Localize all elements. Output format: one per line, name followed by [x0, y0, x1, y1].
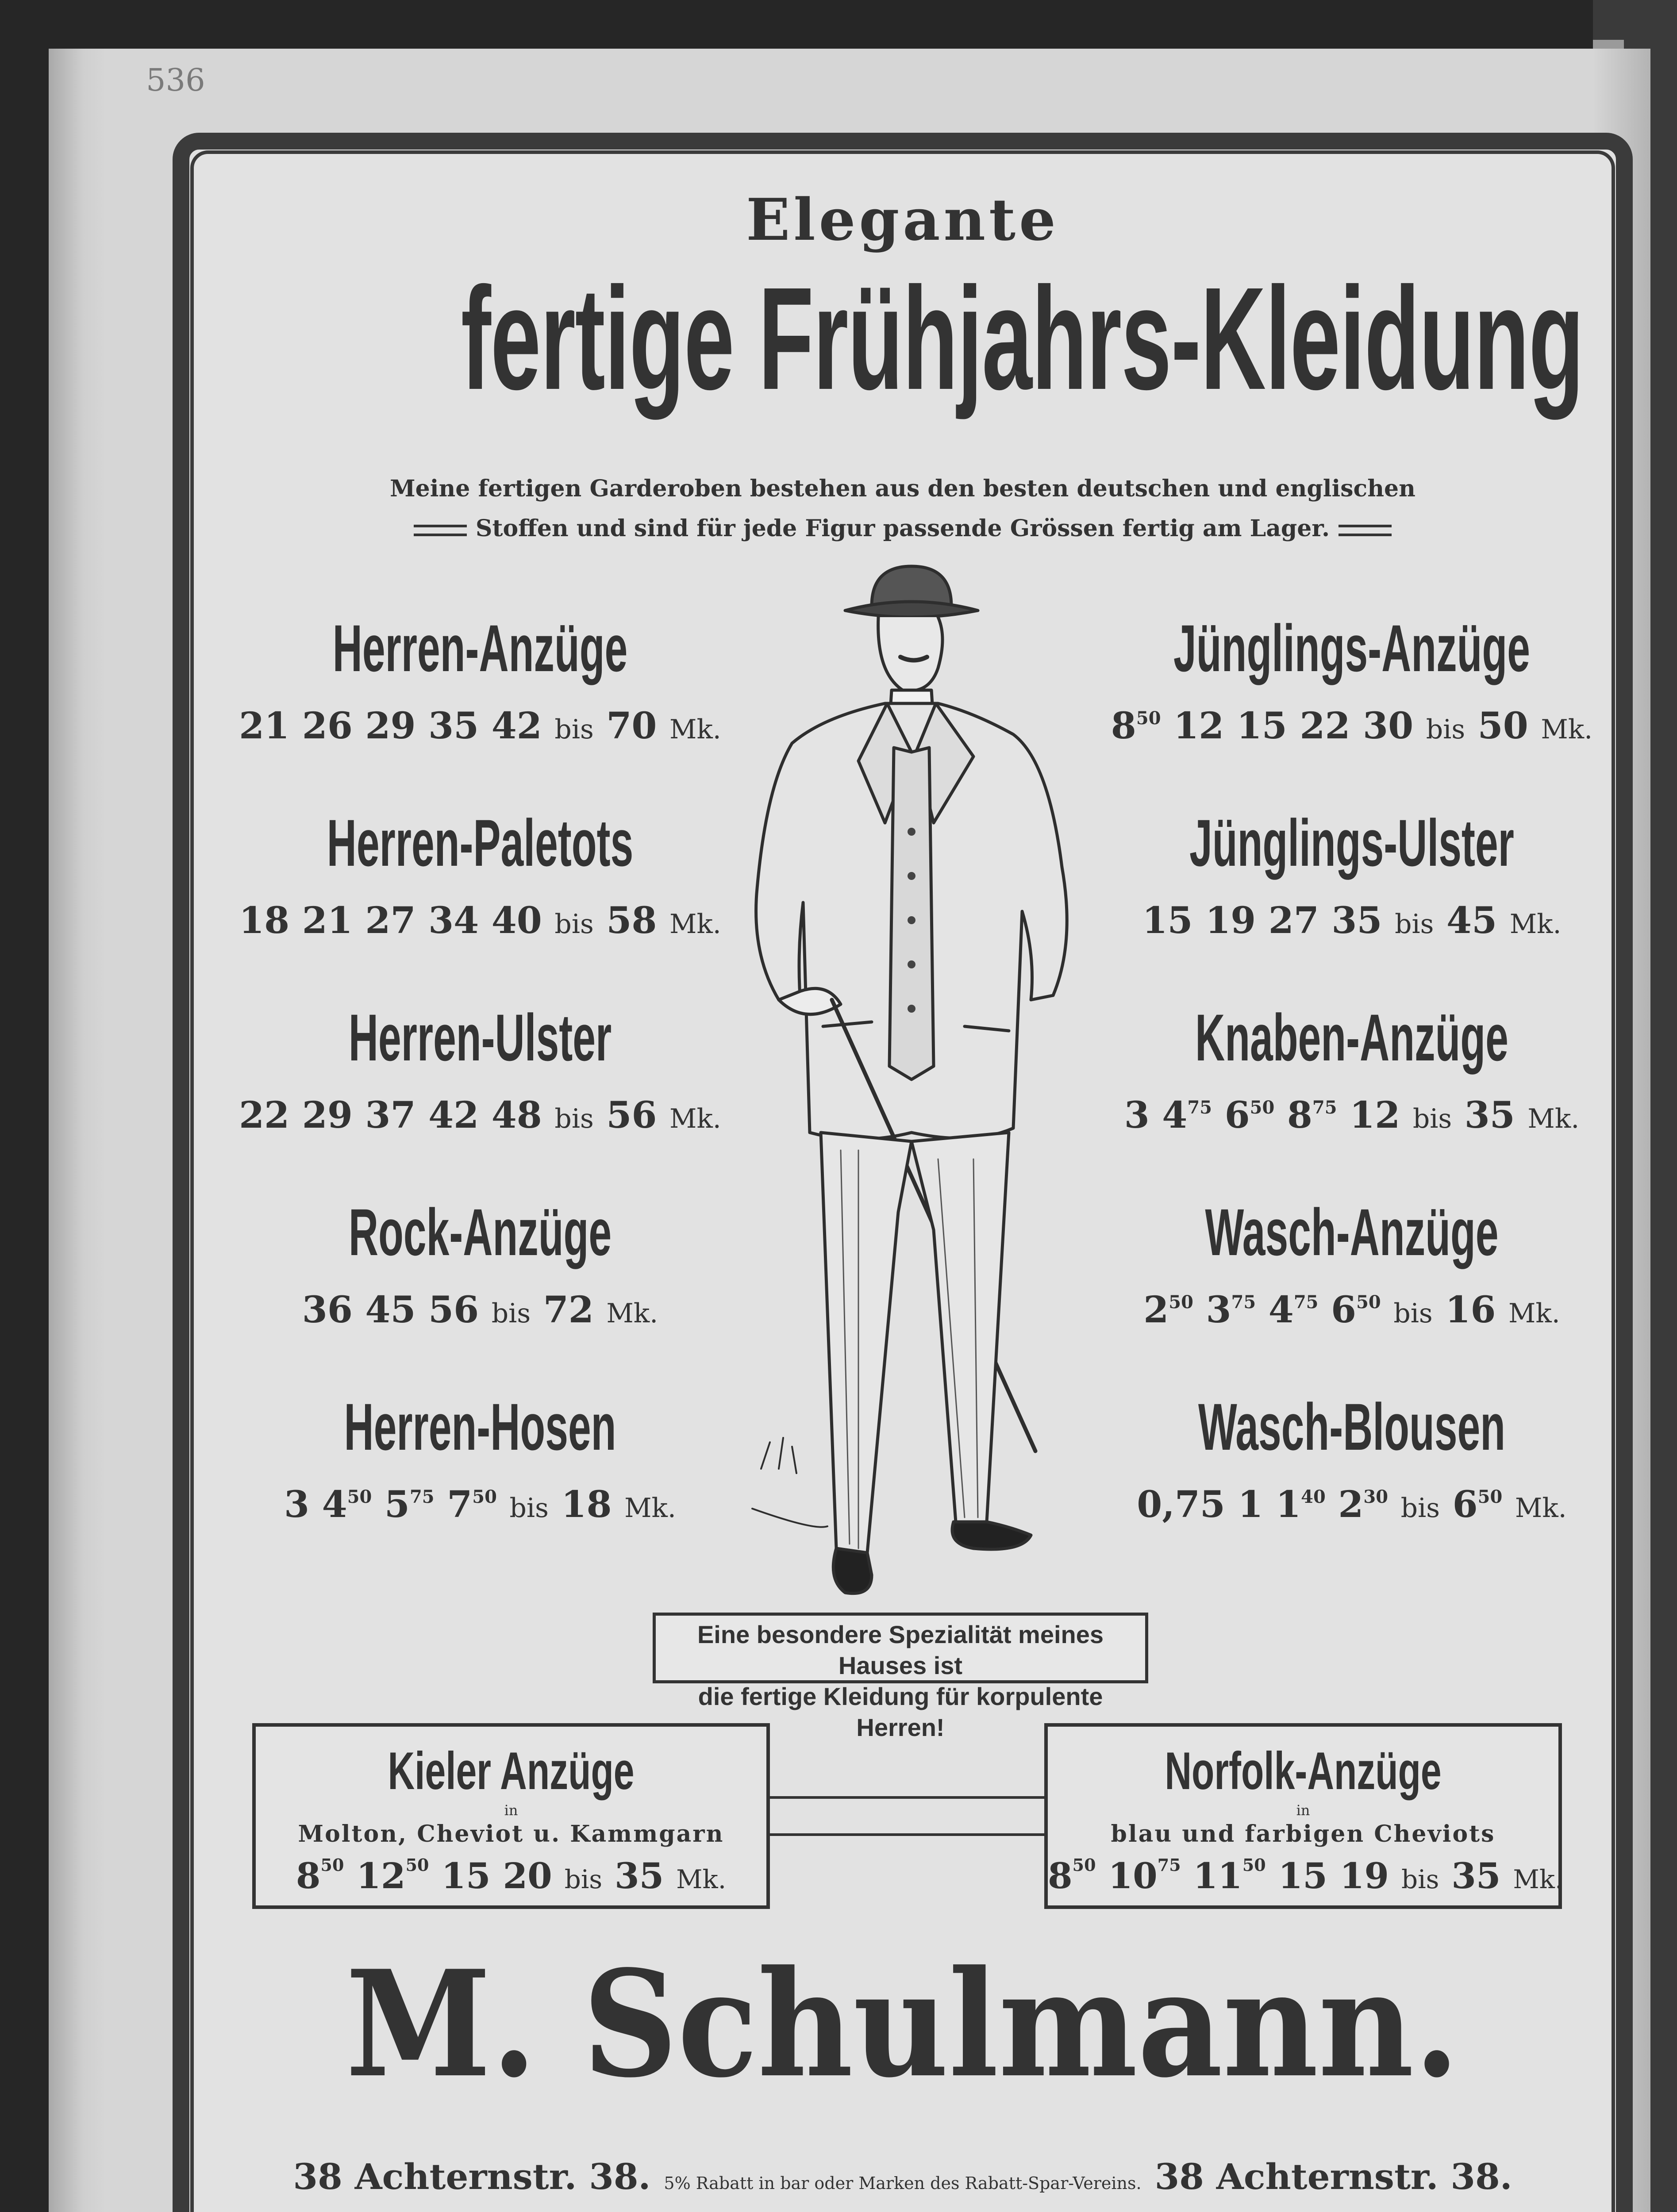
- specialty-note-line-2: die fertige Kleidung für korpulente Herren!: [698, 1682, 1103, 1741]
- category-title: Wasch-Blousen: [1198, 1390, 1506, 1464]
- category-title: Herren-Anzüge: [332, 611, 628, 685]
- intro-line-2: [190, 509, 1615, 549]
- box-title: Kieler Anzüge: [388, 1741, 635, 1801]
- address-right: 38 Achternstr. 38.: [1154, 2156, 1512, 2197]
- category-prices: 22 29 37 42 48 bis 56 Mk.: [239, 1094, 721, 1137]
- category-prices: 3 $4^{75}$ $6^{50}$ $8^{75}$ 12 bis 35 Mk.: [1124, 1094, 1580, 1137]
- box-title: Norfolk-Anzüge: [1165, 1741, 1442, 1801]
- gentleman-illustration: [726, 557, 1097, 1601]
- box-prices: $8^{50}$ $10^{75}$ $11^{50}$ 15 19 bis 35 Mk.: [1048, 1855, 1563, 1897]
- category-prices: 3 $4^{50}$ $5^{75}$ $7^{50}$ bis 18 Mk.: [284, 1483, 676, 1526]
- page-number: 536: [146, 62, 205, 98]
- address-line: [190, 2156, 1615, 2197]
- box-in: in: [1296, 1802, 1310, 1819]
- category-prices: 18 21 27 34 40 bis 58 Mk.: [239, 899, 721, 942]
- box-subtitle: Molton, Cheviot u. Kammgarn: [298, 1820, 724, 1847]
- headline-main: fertige Frühjahrs-Kleidung: [461, 257, 1584, 420]
- category-prices: 36 45 56 bis 72 Mk.: [302, 1289, 658, 1331]
- category-title: Jünglings-Ulster: [1189, 806, 1514, 880]
- box-in: in: [504, 1802, 518, 1819]
- category-title: Herren-Hosen: [344, 1390, 616, 1464]
- ornament-dash-right: [1339, 525, 1392, 536]
- category-prices: $2^{50}$ $3^{75}$ $4^{75}$ $6^{50}$ bis 16 Mk.: [1143, 1289, 1560, 1331]
- headline-elegante: Elegante: [746, 186, 1059, 253]
- box-norfolk-anzuege: [1044, 1723, 1562, 1909]
- intro-line-1: Meine fertigen Garderoben bestehen aus den besten deutschen und englischen: [390, 475, 1415, 502]
- box-prices: $8^{50}$ $12^{50}$ 15 20 bis 35 Mk.: [296, 1855, 727, 1897]
- address-left: 38 Achternstr. 38.: [293, 2156, 651, 2197]
- category-title: Knaben-Anzüge: [1195, 1000, 1508, 1075]
- category-prices: 0,75 1 $1^{40}$ $2^{30}$ bis $6^{50}$ Mk.: [1137, 1483, 1567, 1526]
- category-title: Jünglings-Anzüge: [1173, 611, 1530, 685]
- intro-text: [190, 469, 1615, 549]
- category-title: Wasch-Anzüge: [1205, 1195, 1499, 1269]
- specialty-note: [653, 1613, 1148, 1741]
- category-prices: $8^{50}$ 12 15 22 30 bis 50 Mk.: [1111, 705, 1593, 747]
- page-gutter-shadow: [49, 49, 106, 2212]
- category-title: Herren-Ulster: [348, 1000, 612, 1075]
- specialty-note-line-1: Eine besondere Spezialität meines Hauses ist: [697, 1621, 1104, 1679]
- category-title: Rock-Anzüge: [348, 1195, 612, 1269]
- category-prices: 21 26 29 35 42 bis 70 Mk.: [239, 705, 721, 747]
- intro-line-2-text: Stoffen und sind für jede Figur passende Grössen fertig am Lager.: [475, 515, 1330, 542]
- category-title: Herren-Paletots: [327, 806, 634, 880]
- box-subtitle: blau und farbigen Cheviots: [1111, 1820, 1496, 1847]
- discount-note: 5% Rabatt in bar oder Marken des Rabatt-Spar-Vereins.: [664, 2174, 1142, 2193]
- ornament-dash-left: [414, 525, 467, 536]
- category-prices: 15 19 27 35 bis 45 Mk.: [1142, 899, 1562, 942]
- box-connector-lines: [770, 1796, 1044, 1836]
- brand-name: M. Schulmann.: [346, 1938, 1460, 2110]
- box-kieler-anzuege: [252, 1723, 770, 1909]
